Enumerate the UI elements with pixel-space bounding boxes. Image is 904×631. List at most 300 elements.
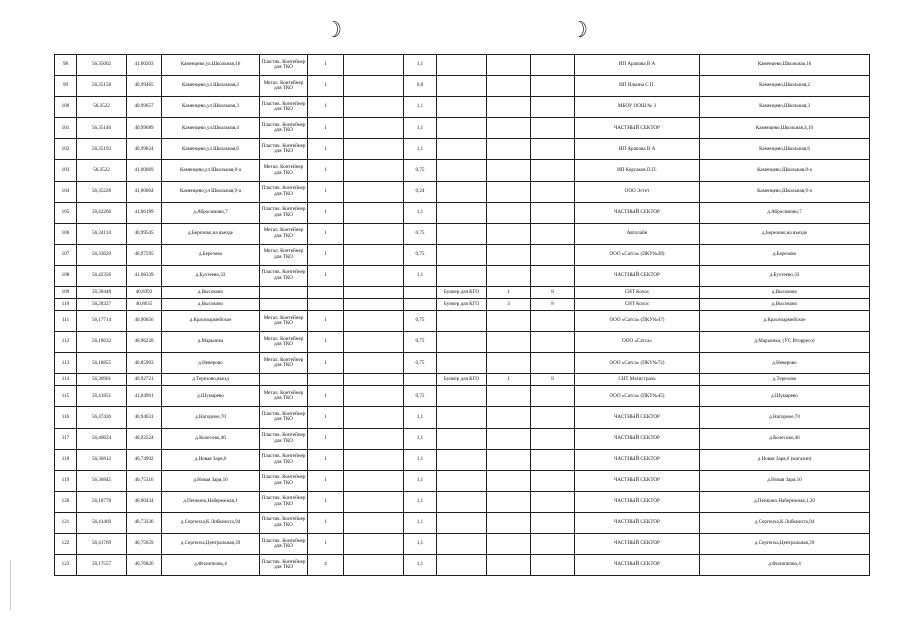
address-cell: д.Терехово,въезд — [162, 374, 260, 386]
row-number-cell: 120 — [55, 491, 77, 512]
container-type-cell: Метал. Контейнер для ТКО — [260, 386, 308, 407]
owner-cell: ЧАСТНЫЙ СЕКТОР — [575, 512, 700, 533]
address-cell: д.Березово — [162, 244, 260, 265]
row-number-cell: 117 — [55, 428, 77, 449]
address-cell: д.Сергеиха,Центральная,39 — [162, 533, 260, 554]
row-number-cell: 111 — [55, 311, 77, 332]
container-volume-cell: 1,1 — [404, 533, 437, 554]
container-count-cell: 1 — [308, 55, 344, 76]
container-count-cell: 1 — [308, 160, 344, 181]
bunker-volume-cell — [531, 181, 575, 202]
bunker-volume-cell: 8 — [531, 374, 575, 386]
address-cell: д.Высоково — [162, 299, 260, 311]
latitude-cell: 56,35193 — [77, 139, 127, 160]
container-count-cell — [308, 299, 344, 311]
row-number-cell: 105 — [55, 202, 77, 223]
bunker-count-cell — [487, 512, 531, 533]
row-number-cell: 109 — [55, 287, 77, 299]
container-type-cell: Метал. Контейнер для ТКО — [260, 244, 308, 265]
container-volume-cell — [404, 299, 437, 311]
table-row — [55, 160, 870, 181]
bunker-count-cell — [487, 555, 531, 576]
container-count-cell: 1 — [308, 244, 344, 265]
owner-cell: ООО «Сатса» (ПКУ№72) — [575, 353, 700, 374]
empty-cell — [344, 181, 404, 202]
table-row — [55, 118, 870, 139]
address-cell: д.Новая Заря,6 — [162, 449, 260, 470]
address-cell: д.Марьинка — [162, 332, 260, 353]
empty-cell — [344, 118, 404, 139]
bunker-count-cell — [487, 449, 531, 470]
row-number-cell: 110 — [55, 299, 77, 311]
container-volume-cell: 0,8 — [404, 76, 437, 97]
container-count-cell: 1 — [308, 223, 344, 244]
empty-cell — [344, 428, 404, 449]
container-count-cell: 4 — [308, 555, 344, 576]
row-number-cell: 116 — [55, 407, 77, 428]
container-volume-cell: 0,75 — [404, 160, 437, 181]
latitude-cell: 56,33629 — [77, 244, 127, 265]
row-number-cell: 102 — [55, 139, 77, 160]
waste-source-cell: д.Неверово — [700, 353, 870, 374]
table-row — [55, 332, 870, 353]
waste-source-cell: д.Бухтеево,33 — [700, 265, 870, 286]
latitude-cell: 56,18855 — [77, 353, 127, 374]
waste-source-cell: д.Березово,на въезде — [700, 223, 870, 244]
bunker-type-cell — [437, 407, 487, 428]
bunker-volume-cell — [531, 555, 575, 576]
empty-cell — [344, 160, 404, 181]
bunker-type-cell — [437, 160, 487, 181]
row-number-cell: 107 — [55, 244, 77, 265]
bunker-count-cell — [487, 533, 531, 554]
bunker-type-cell — [437, 555, 487, 576]
longitude-cell: 40,90434 — [127, 491, 162, 512]
latitude-cell: 56,40624 — [77, 428, 127, 449]
container-count-cell: 1 — [308, 76, 344, 97]
table-row — [55, 470, 870, 491]
bunker-type-cell — [437, 244, 487, 265]
bunker-volume-cell — [531, 244, 575, 265]
empty-cell — [344, 223, 404, 244]
row-number-cell: 100 — [55, 97, 77, 118]
table-row — [55, 76, 870, 97]
table-row — [55, 299, 870, 311]
bunker-volume-cell — [531, 55, 575, 76]
latitude-cell: 56,3522 — [77, 97, 127, 118]
bunker-volume-cell — [531, 407, 575, 428]
bunker-count-cell — [487, 407, 531, 428]
empty-cell — [344, 202, 404, 223]
row-number-cell: 98 — [55, 55, 77, 76]
owner-cell: ЧАСТНЫЙ СЕКТОР — [575, 428, 700, 449]
address-cell: Каменцево,ул.Школьная,16 — [162, 55, 260, 76]
waste-source-cell: Каменцево,Школьная,8-а — [700, 160, 870, 181]
bunker-type-cell: Бункер для КГО — [437, 287, 487, 299]
bunker-type-cell — [437, 223, 487, 244]
longitude-cell: 40,99824 — [127, 139, 162, 160]
address-cell: Каменцево,ул Школьная,8-а — [162, 160, 260, 181]
owner-cell: ООО «Сатса» (ПКУ№47) — [575, 311, 700, 332]
waste-source-cell: Каменцево,Школьная,4,10 — [700, 118, 870, 139]
latitude-cell: 56,41851 — [77, 386, 127, 407]
bunker-type-cell — [437, 181, 487, 202]
owner-cell: ЧАСТНЫЙ СЕКТОР — [575, 202, 700, 223]
scan-margin-line — [10, 560, 11, 610]
bunker-type-cell — [437, 76, 487, 97]
address-cell: д.Филиппово,4 — [162, 555, 260, 576]
table-row — [55, 374, 870, 386]
container-volume-cell: 1,1 — [404, 512, 437, 533]
bunker-type-cell — [437, 202, 487, 223]
table-row — [55, 407, 870, 428]
empty-cell — [344, 470, 404, 491]
waste-source-cell: д.Красноармейское — [700, 311, 870, 332]
container-volume-cell: 1,1 — [404, 55, 437, 76]
owner-cell: СНТ Колос — [575, 287, 700, 299]
waste-source-cell: д.Марьинка, (УС Вторресо) — [700, 332, 870, 353]
container-count-cell: 1 — [308, 332, 344, 353]
container-count-cell: 1 — [308, 512, 344, 533]
waste-source-cell: д.Высоково — [700, 287, 870, 299]
container-type-cell: Метал. Контейнер для ТКО — [260, 160, 308, 181]
container-volume-cell: 1,1 — [404, 118, 437, 139]
empty-cell — [344, 311, 404, 332]
address-cell: Каменцево,ул Школьная,9-а — [162, 181, 260, 202]
container-type-cell: Пластик. Контейнер для ТКО — [260, 470, 308, 491]
latitude-cell: 56,35158 — [77, 76, 127, 97]
container-count-cell: 1 — [308, 139, 344, 160]
latitude-cell: 56,41769 — [77, 533, 127, 554]
bunker-count-cell — [487, 386, 531, 407]
bunker-count-cell: 1 — [487, 287, 531, 299]
owner-cell: ИП Арапова В А — [575, 55, 700, 76]
table-row — [55, 202, 870, 223]
container-count-cell: 1 — [308, 202, 344, 223]
longitude-cell: 41,00203 — [127, 55, 162, 76]
bunker-count-cell — [487, 265, 531, 286]
owner-cell: ЧАСТНЫЙ СЕКТОР — [575, 533, 700, 554]
bunker-volume-cell — [531, 139, 575, 160]
waste-source-cell: Каменцево,Школьная,2 — [700, 76, 870, 97]
bunker-count-cell — [487, 311, 531, 332]
owner-cell: ИП Арапова В А — [575, 139, 700, 160]
container-count-cell: 1 — [308, 533, 344, 554]
waste-source-cell: д.Шумарево — [700, 386, 870, 407]
container-count-cell: 1 — [308, 181, 344, 202]
bunker-type-cell — [437, 428, 487, 449]
waste-site-registry-table — [54, 54, 870, 576]
container-type-cell: Пластик. Контейнер для ТКО — [260, 407, 308, 428]
latitude-cell: 56,18632 — [77, 332, 127, 353]
bunker-volume-cell — [531, 265, 575, 286]
latitude-cell: 56,18778 — [77, 491, 127, 512]
bunker-count-cell — [487, 491, 531, 512]
table-row — [55, 97, 870, 118]
address-cell: д.Березово,на въезде — [162, 223, 260, 244]
container-count-cell: 1 — [308, 353, 344, 374]
waste-source-cell: Каменцево,Школьная,9-а — [700, 181, 870, 202]
latitude-cell: 56,30448 — [77, 287, 127, 299]
bunker-count-cell — [487, 202, 531, 223]
owner-cell: ИП Корсаков П.П. — [575, 160, 700, 181]
container-type-cell: Пластик. Контейнер для ТКО — [260, 97, 308, 118]
longitude-cell: 40,85903 — [127, 353, 162, 374]
table-row — [55, 55, 870, 76]
address-cell: д.Пенкино,Набережная,1 — [162, 491, 260, 512]
empty-cell — [344, 244, 404, 265]
empty-cell — [344, 353, 404, 374]
waste-source-cell: Каменцево,Школьная,16 — [700, 55, 870, 76]
latitude-cell: 56,47426 — [77, 407, 127, 428]
bunker-count-cell — [487, 353, 531, 374]
bunker-count-cell — [487, 332, 531, 353]
container-count-cell: 1 — [308, 265, 344, 286]
bunker-type-cell — [437, 470, 487, 491]
bunker-count-cell: 3 — [487, 299, 531, 311]
row-number-cell: 108 — [55, 265, 77, 286]
container-volume-cell: 0,75 — [404, 386, 437, 407]
address-cell: Каменцево,ул Школьная,2 — [162, 76, 260, 97]
container-type-cell: Пластик. Контейнер для ТКО — [260, 181, 308, 202]
bunker-type-cell — [437, 449, 487, 470]
bunker-count-cell — [487, 470, 531, 491]
latitude-cell: 56,35228 — [77, 181, 127, 202]
waste-source-cell: д.Новая Заря,6 (магазин) — [700, 449, 870, 470]
container-type-cell: Метал. Контейнер для ТКО — [260, 353, 308, 374]
bunker-volume-cell — [531, 533, 575, 554]
longitude-cell: 40,96228 — [127, 332, 162, 353]
longitude-cell: 40,73336 — [127, 512, 162, 533]
owner-cell: СНТ Колос — [575, 299, 700, 311]
empty-cell — [344, 533, 404, 554]
longitude-cell: 40,94631 — [127, 407, 162, 428]
table-row — [55, 449, 870, 470]
bunker-type-cell — [437, 332, 487, 353]
container-type-cell: Пластик. Контейнер для ТКО — [260, 491, 308, 512]
container-volume-cell: 0,75 — [404, 353, 437, 374]
empty-cell — [344, 287, 404, 299]
latitude-cell: 56,35002 — [77, 55, 127, 76]
owner-cell: ООО «Сатса» (ПКУ№28) — [575, 244, 700, 265]
bunker-count-cell — [487, 160, 531, 181]
container-volume-cell: 1,1 — [404, 470, 437, 491]
table-row — [55, 139, 870, 160]
container-count-cell — [308, 287, 344, 299]
bunker-count-cell — [487, 244, 531, 265]
table-row — [55, 265, 870, 286]
waste-source-cell: д.Терехово — [700, 374, 870, 386]
container-volume-cell: 1,1 — [404, 139, 437, 160]
container-type-cell: Метал. Контейнер для ТКО — [260, 76, 308, 97]
bunker-type-cell — [437, 512, 487, 533]
longitude-cell: 40,92524 — [127, 428, 162, 449]
address-cell: Каменцево,ул.Школьная,4 — [162, 118, 260, 139]
container-type-cell: Метал. Контейнер для ТКО — [260, 332, 308, 353]
row-number-cell: 112 — [55, 332, 77, 353]
container-volume-cell: 1,1 — [404, 265, 437, 286]
empty-cell — [344, 386, 404, 407]
container-volume-cell: 1,1 — [404, 555, 437, 576]
container-count-cell: 1 — [308, 118, 344, 139]
registry-body — [55, 55, 870, 576]
longitude-cell: 40,76826 — [127, 555, 162, 576]
container-type-cell: Пластик. Контейнер для ТКО — [260, 428, 308, 449]
bunker-type-cell — [437, 386, 487, 407]
container-type-cell: Пластик. Контейнер для ТКО — [260, 512, 308, 533]
row-number-cell: 106 — [55, 223, 77, 244]
container-volume-cell: 0,75 — [404, 223, 437, 244]
bunker-volume-cell — [531, 491, 575, 512]
bunker-type-cell — [437, 139, 487, 160]
empty-cell — [344, 332, 404, 353]
table-row — [55, 533, 870, 554]
container-count-cell: 1 — [308, 428, 344, 449]
owner-cell: ЧАСТНЫЙ СЕКТОР — [575, 470, 700, 491]
bunker-type-cell — [437, 311, 487, 332]
bunker-type-cell — [437, 353, 487, 374]
row-number-cell: 99 — [55, 76, 77, 97]
empty-cell — [344, 491, 404, 512]
container-count-cell: 1 — [308, 470, 344, 491]
address-cell: д.Абросимово,7 — [162, 202, 260, 223]
bunker-volume-cell: 8 — [531, 299, 575, 311]
empty-cell — [344, 76, 404, 97]
bunker-volume-cell — [531, 386, 575, 407]
address-cell: д.Новая Заря,10 — [162, 470, 260, 491]
row-number-cell: 114 — [55, 374, 77, 386]
address-cell: Каменцево,ул Школьная,3 — [162, 97, 260, 118]
bunker-count-cell — [487, 118, 531, 139]
bunker-volume-cell: 8 — [531, 287, 575, 299]
container-volume-cell: 1,1 — [404, 449, 437, 470]
owner-cell: ООО Эстет — [575, 181, 700, 202]
empty-cell — [344, 374, 404, 386]
owner-cell: ООО «Сатса» — [575, 332, 700, 353]
table-row — [55, 512, 870, 533]
table-row — [55, 181, 870, 202]
bunker-volume-cell — [531, 118, 575, 139]
container-volume-cell: 1,1 — [404, 428, 437, 449]
empty-cell — [344, 139, 404, 160]
row-number-cell: 118 — [55, 449, 77, 470]
table-row — [55, 386, 870, 407]
row-number-cell: 103 — [55, 160, 77, 181]
container-count-cell: 1 — [308, 407, 344, 428]
empty-cell — [344, 407, 404, 428]
latitude-cell: 56,3522 — [77, 160, 127, 181]
owner-cell: ЧАСТНЫЙ СЕКТОР — [575, 118, 700, 139]
latitude-cell: 56,42356 — [77, 265, 127, 286]
waste-source-cell: д.Сергеиха,К Либкнехта,94 — [700, 512, 870, 533]
bunker-type-cell — [437, 533, 487, 554]
container-volume-cell: 0,75 — [404, 311, 437, 332]
bunker-type-cell — [437, 118, 487, 139]
table-row — [55, 491, 870, 512]
punch-hole-mark-left: ☽ — [325, 18, 342, 43]
empty-cell — [344, 449, 404, 470]
row-number-cell: 115 — [55, 386, 77, 407]
table-row — [55, 353, 870, 374]
longitude-cell: 41,04901 — [127, 386, 162, 407]
latitude-cell: 56,28327 — [77, 299, 127, 311]
table-row — [55, 428, 870, 449]
address-cell: д.Бухтеево,33 — [162, 265, 260, 286]
longitude-cell: 40,90056 — [127, 311, 162, 332]
bunker-volume-cell — [531, 223, 575, 244]
bunker-count-cell — [487, 223, 531, 244]
latitude-cell: 56,36845 — [77, 470, 127, 491]
waste-source-cell: д.Филиппово,4 — [700, 555, 870, 576]
container-volume-cell: 1,1 — [404, 202, 437, 223]
container-volume-cell: 1,1 — [404, 491, 437, 512]
bunker-type-cell — [437, 265, 487, 286]
bunker-volume-cell — [531, 97, 575, 118]
empty-cell — [344, 512, 404, 533]
container-type-cell: Пластик. Контейнер для ТКО — [260, 555, 308, 576]
latitude-cell: 56,34114 — [77, 223, 127, 244]
bunker-count-cell — [487, 76, 531, 97]
waste-source-cell: д.Березово — [700, 244, 870, 265]
table-row — [55, 223, 870, 244]
bunker-volume-cell — [531, 449, 575, 470]
empty-cell — [344, 55, 404, 76]
container-volume-cell: 0,75 — [404, 244, 437, 265]
container-count-cell: 1 — [308, 386, 344, 407]
owner-cell: ЧАСТНЫЙ СЕКТОР — [575, 407, 700, 428]
container-type-cell: Пластик. Контейнер для ТКО — [260, 55, 308, 76]
container-count-cell — [308, 374, 344, 386]
bunker-type-cell — [437, 55, 487, 76]
bunker-count-cell: 1 — [487, 374, 531, 386]
longitude-cell: 41,08339 — [127, 265, 162, 286]
container-type-cell: Пластик. Контейнер для ТКО — [260, 118, 308, 139]
bunker-count-cell — [487, 181, 531, 202]
bunker-count-cell — [487, 428, 531, 449]
waste-source-cell: д.Высоково — [700, 299, 870, 311]
owner-cell: ООО «Сатса» (ПКУ№45) — [575, 386, 700, 407]
longitude-cell: 40,75859 — [127, 533, 162, 554]
waste-source-cell: д.Нагорное,70 — [700, 407, 870, 428]
container-count-cell: 1 — [308, 97, 344, 118]
row-number-cell: 104 — [55, 181, 77, 202]
address-cell: д.Нагорное,70 — [162, 407, 260, 428]
owner-cell: ЧАСТНЫЙ СЕКТОР — [575, 491, 700, 512]
container-type-cell: Пластик. Контейнер для ТКО — [260, 139, 308, 160]
longitude-cell: 40,8392 — [127, 287, 162, 299]
longitude-cell: 41,00004 — [127, 181, 162, 202]
address-cell: д.Красноармейское — [162, 311, 260, 332]
bunker-volume-cell — [531, 160, 575, 181]
latitude-cell: 56,41469 — [77, 512, 127, 533]
bunker-volume-cell — [531, 76, 575, 97]
container-count-cell: 1 — [308, 491, 344, 512]
longitude-cell: 40,97595 — [127, 244, 162, 265]
table-row — [55, 311, 870, 332]
empty-cell — [344, 555, 404, 576]
container-type-cell — [260, 287, 308, 299]
owner-cell: СНТ Магистраль — [575, 374, 700, 386]
waste-source-cell: Каменцево,Школьная,6 — [700, 139, 870, 160]
owner-cell: МБОУ ООШ № 3 — [575, 97, 700, 118]
longitude-cell: 41,06189 — [127, 202, 162, 223]
bunker-type-cell — [437, 97, 487, 118]
bunker-type-cell: Бункер для КГО — [437, 374, 487, 386]
table-row — [55, 555, 870, 576]
waste-source-cell: д.Абросимово,7 — [700, 202, 870, 223]
container-type-cell: Метал. Контейнер для ТКО — [260, 311, 308, 332]
punch-hole-mark-right: ☽ — [571, 18, 588, 43]
